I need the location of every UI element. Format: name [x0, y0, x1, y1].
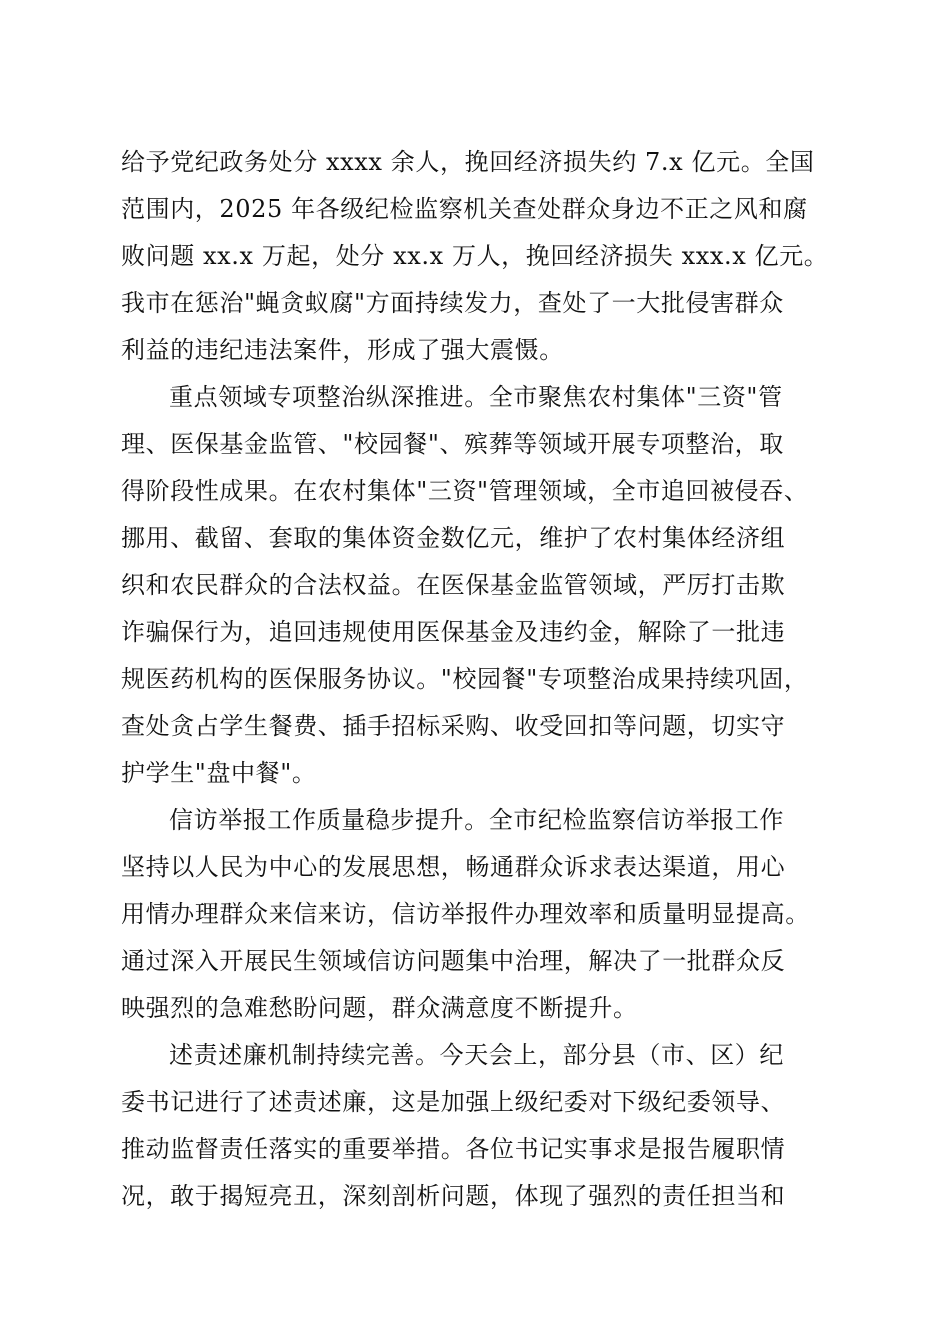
- paragraph-start-line: 述责述廉机制持续完善。今天会上，部分县（市、区）纪: [169, 1041, 784, 1069]
- paragraph-start-line: 重点领域专项整治纵深推进。全市聚焦农村集体"三资"管: [169, 383, 783, 411]
- text-line: 规医药机构的医保服务协议。"校园餐"专项整治成果持续巩固，: [121, 665, 809, 693]
- text-line: 坚持以人民为中心的发展思想，畅通群众诉求表达渠道，用心: [121, 853, 786, 881]
- text-line: 得阶段性成果。在农村集体"三资"管理领域，全市追回被侵吞、: [121, 477, 809, 505]
- text-line: 况，敢于揭短亮丑，深刻剖析问题，体现了强烈的责任担当和: [121, 1182, 786, 1210]
- text-line: 挪用、截留、套取的集体资金数亿元，维护了农村集体经济组: [121, 524, 786, 552]
- text-line: 查处贪占学生餐费、插手招标采购、收受回扣等问题，切实守: [121, 712, 786, 740]
- text-line: 我市在惩治"蝇贪蚁腐"方面持续发力，查处了一大批侵害群众: [121, 289, 784, 317]
- text-line: 通过深入开展民生领域信访问题集中治理，解决了一批群众反: [121, 947, 786, 975]
- text-line: 理、医保基金监管、"校园餐"、殡葬等领域开展专项整治，取: [121, 430, 784, 458]
- text-line: 推动监督责任落实的重要举措。各位书记实事求是报告履职情: [121, 1135, 786, 1163]
- text-line: 映强烈的急难愁盼问题，群众满意度不断提升。: [121, 994, 638, 1022]
- text-line: 败问题 xx.x 万起，处分 xx.x 万人，挽回经济损失 xxx.x 亿元。: [121, 242, 829, 270]
- text-line: 织和农民群众的合法权益。在医保基金监管领域，严厉打击欺: [121, 571, 786, 599]
- text-line: 护学生"盘中餐"。: [121, 759, 317, 787]
- text-line: 用情办理群众来信来访，信访举报件办理效率和质量明显提高。: [121, 900, 810, 928]
- text-line: 给予党纪政务处分 xxxx 余人，挽回经济损失约 7.x 亿元。全国: [121, 148, 815, 176]
- text-line: 利益的违纪违法案件，形成了强大震慑。: [121, 336, 564, 364]
- text-line: 委书记进行了述责述廉，这是加强上级纪委对下级纪委领导、: [121, 1088, 786, 1116]
- text-line: 范围内，2025 年各级纪检监察机关查处群众身边不正之风和腐: [121, 195, 808, 223]
- text-line: 诈骗保行为，追回违规使用医保基金及违约金，解除了一批违: [121, 618, 786, 646]
- paragraph-start-line: 信访举报工作质量稳步提升。全市纪检监察信访举报工作: [169, 806, 784, 834]
